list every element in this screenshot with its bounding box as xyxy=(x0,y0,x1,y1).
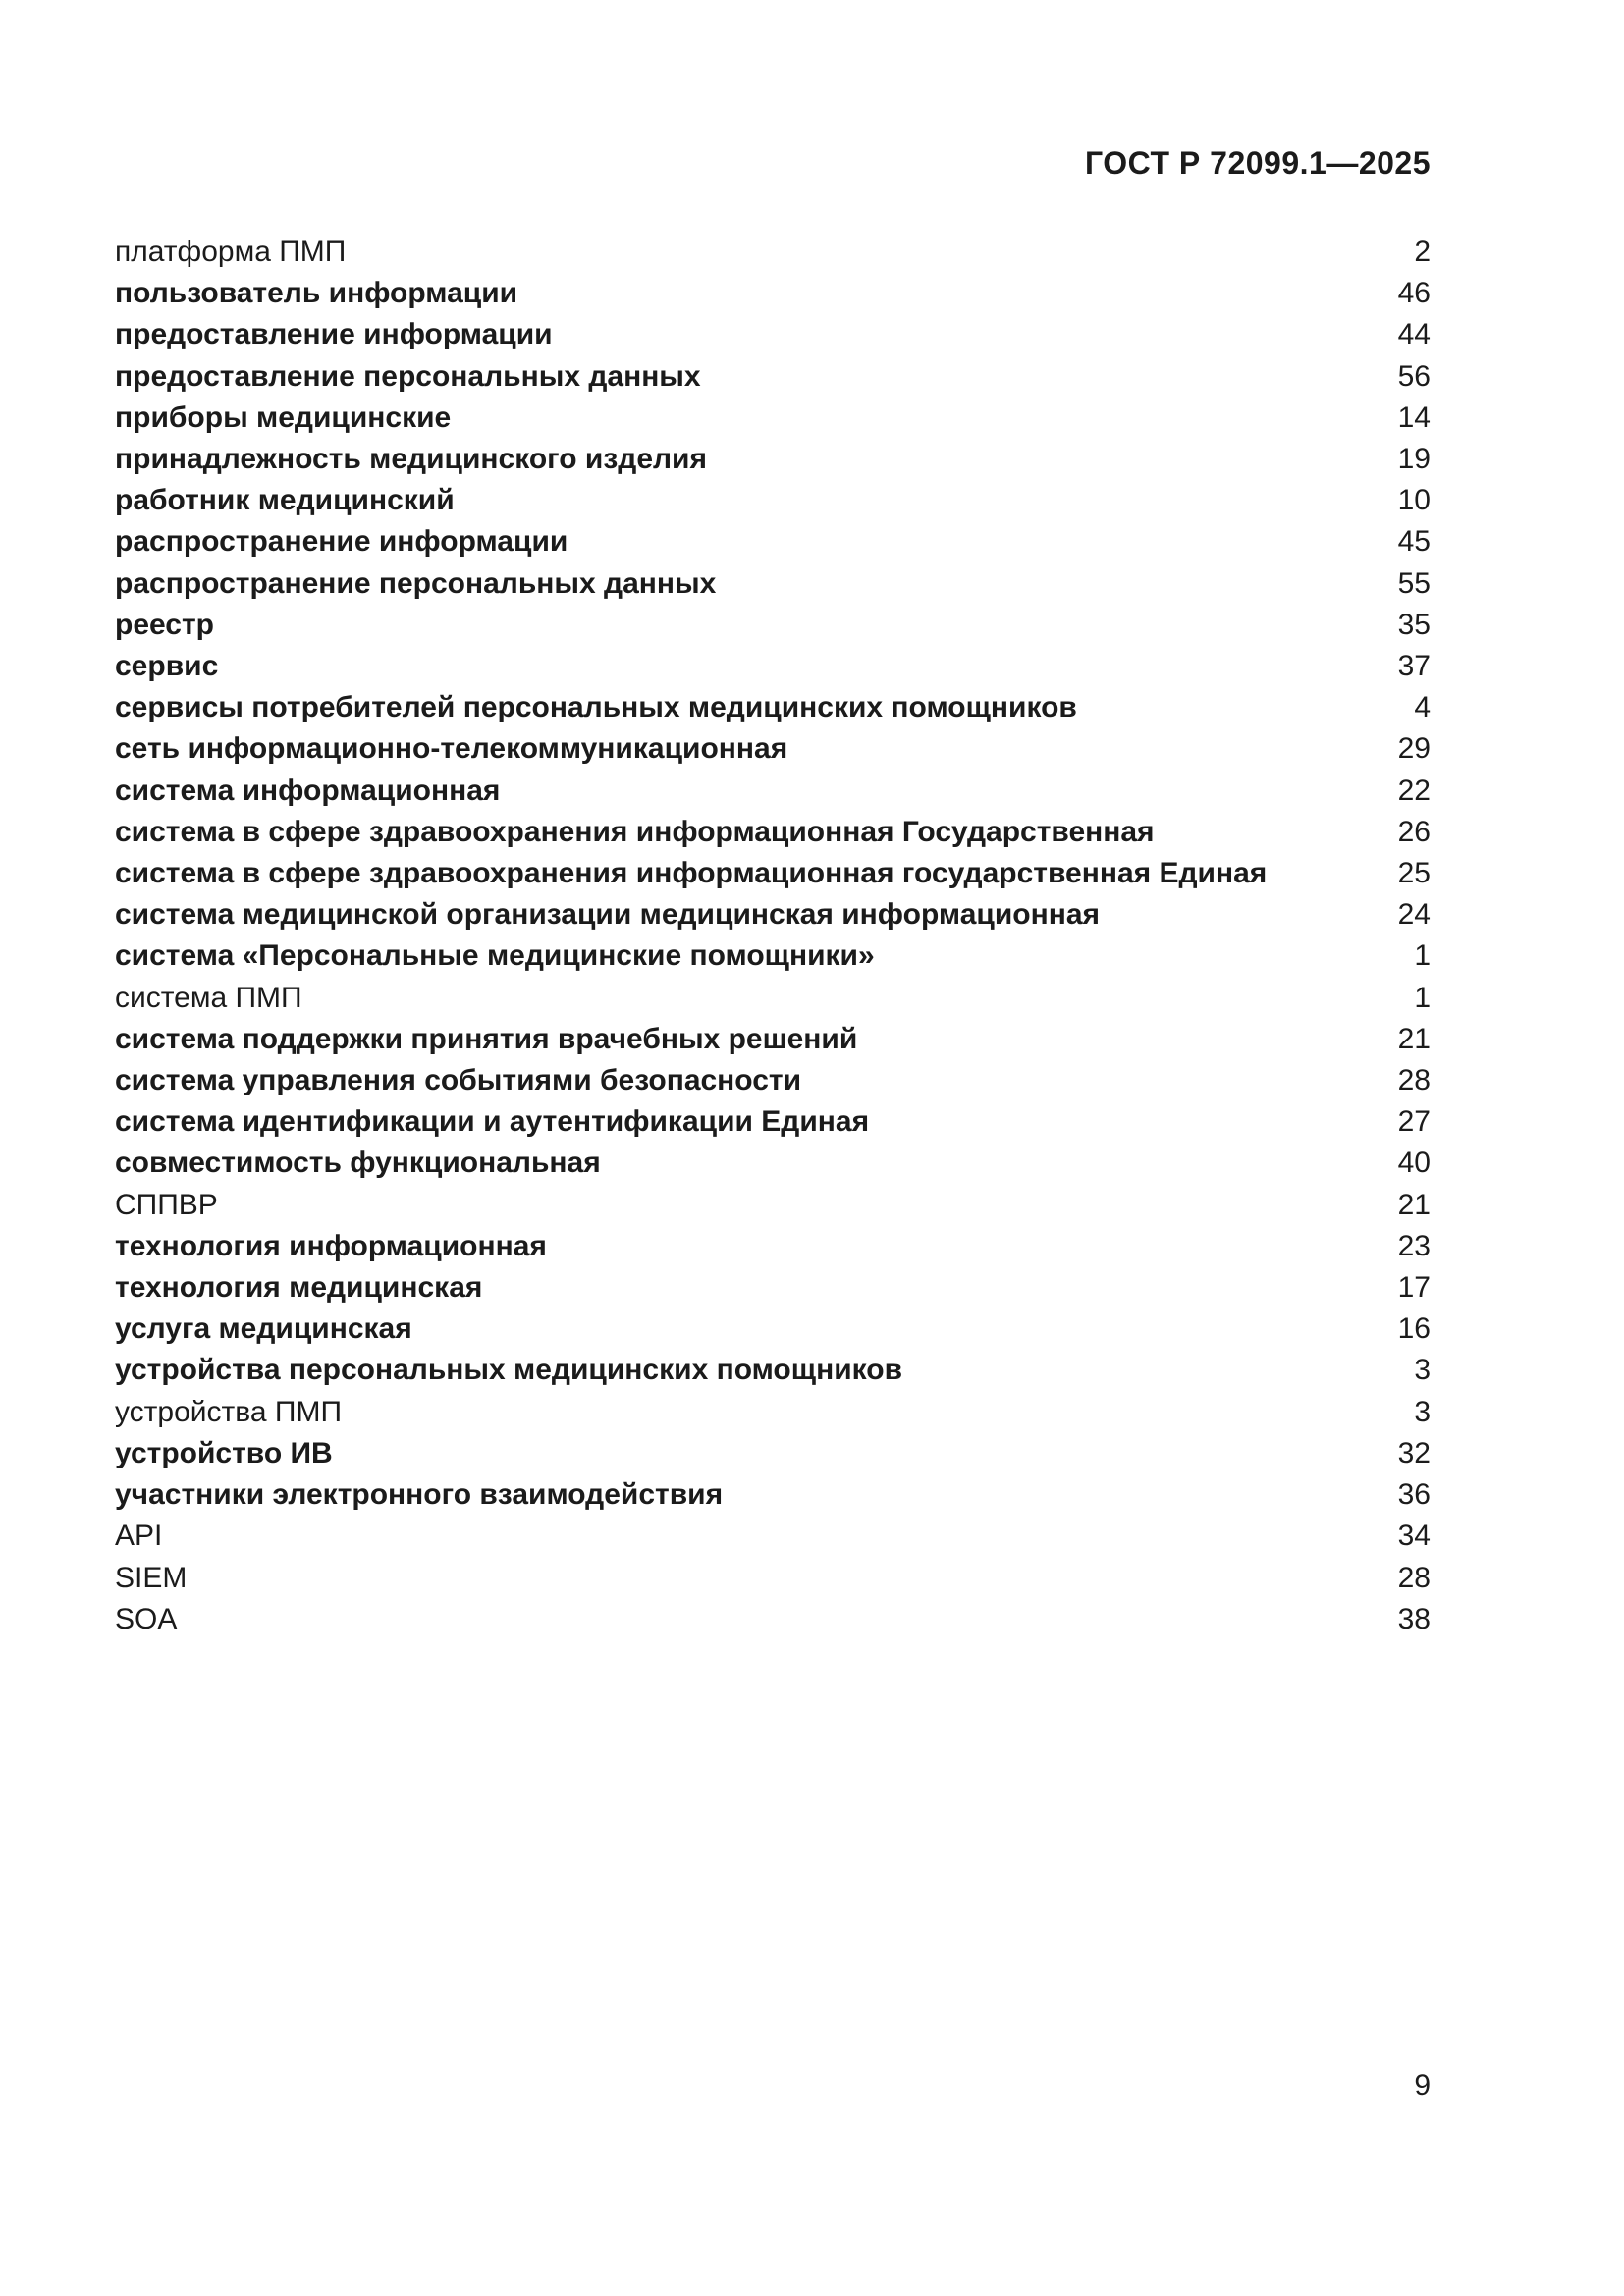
index-entry-row xyxy=(115,1226,1431,1267)
index-term: сервисы потребителей персональных медицинских помощников xyxy=(115,691,1077,724)
index-entry-row xyxy=(115,728,1431,770)
page-number: 9 xyxy=(1414,2069,1431,2102)
index-term: сеть информационно-телекоммуникационная xyxy=(115,732,788,766)
index-term: система управления событиями безопасности xyxy=(115,1064,802,1097)
index-term: принадлежность медицинского изделия xyxy=(115,443,708,476)
index-term: СППВР xyxy=(115,1188,218,1221)
index-entry-row xyxy=(115,1516,1431,1557)
index-page-number: 44 xyxy=(1397,318,1431,351)
index-entry-row xyxy=(115,1558,1431,1599)
index-entry-row xyxy=(115,771,1431,812)
index-page-number: 38 xyxy=(1397,1602,1431,1635)
index-page-number: 17 xyxy=(1397,1271,1431,1305)
index-term: распространение персональных данных xyxy=(115,566,717,600)
index-page-number: 40 xyxy=(1397,1147,1431,1180)
index-entry-row xyxy=(115,480,1431,521)
index-page-number: 3 xyxy=(1414,1354,1431,1387)
index-page-number: 21 xyxy=(1397,1188,1431,1221)
index-page-number: 10 xyxy=(1397,484,1431,517)
index-term: пользователь информации xyxy=(115,277,518,310)
index-entry-row xyxy=(115,398,1431,439)
index-page-number: 45 xyxy=(1397,525,1431,559)
index-term: реестр xyxy=(115,608,215,641)
index-page-number: 2 xyxy=(1414,236,1431,268)
index-page-number: 28 xyxy=(1397,1561,1431,1594)
index-entry-row xyxy=(115,232,1431,273)
index-page-number: 56 xyxy=(1397,359,1431,393)
index-page-number: 16 xyxy=(1397,1312,1431,1346)
index-term: платформа ПМП xyxy=(115,236,347,268)
page-header xyxy=(115,145,1431,182)
index-page-number: 27 xyxy=(1397,1105,1431,1139)
index-term: система медицинской организации медицинская информационная xyxy=(115,898,1101,932)
index-entry-row xyxy=(115,646,1431,687)
index-term: API xyxy=(115,1520,163,1553)
index-page-number: 55 xyxy=(1397,566,1431,600)
index-term: SOA xyxy=(115,1602,178,1635)
index-entry-row xyxy=(115,605,1431,646)
index-term: сервис xyxy=(115,650,219,683)
index-term: совместимость функциональная xyxy=(115,1147,601,1180)
index-entry-row xyxy=(115,563,1431,605)
index-term: участники электронного взаимодействия xyxy=(115,1478,724,1512)
index-page-number: 35 xyxy=(1397,608,1431,641)
index-term: устройство ИВ xyxy=(115,1436,333,1469)
index-term: устройства персональных медицинских помощников xyxy=(115,1354,903,1387)
index-page-number: 29 xyxy=(1397,732,1431,766)
index-page-number: 28 xyxy=(1397,1064,1431,1097)
index-entry-row xyxy=(115,521,1431,562)
page-footer xyxy=(115,2069,1431,2103)
index-page-number: 1 xyxy=(1414,981,1431,1014)
index-term: технология медицинская xyxy=(115,1271,483,1305)
index-page-number: 32 xyxy=(1397,1436,1431,1469)
index-entry-row xyxy=(115,812,1431,853)
index-page-number: 21 xyxy=(1397,1022,1431,1055)
index-entry-row xyxy=(115,439,1431,480)
index-page-number: 23 xyxy=(1397,1229,1431,1262)
index-term: предоставление персональных данных xyxy=(115,359,701,393)
index-entry-row xyxy=(115,935,1431,977)
index-entry-row xyxy=(115,978,1431,1019)
index-term: предоставление информации xyxy=(115,318,553,351)
index-entry-row xyxy=(115,1185,1431,1226)
index-page-number: 14 xyxy=(1397,400,1431,434)
index-entry-row xyxy=(115,853,1431,894)
index-term: система в сфере здравоохранения информационная государственная Единая xyxy=(115,857,1268,890)
index-page-number: 19 xyxy=(1397,443,1431,476)
index-entry-row xyxy=(115,1433,1431,1474)
index-page-number: 26 xyxy=(1397,815,1431,848)
index-entry-row xyxy=(115,314,1431,355)
index-page-number: 25 xyxy=(1397,857,1431,890)
index-page-number: 22 xyxy=(1397,774,1431,807)
index-entry-row xyxy=(115,1060,1431,1101)
index-page-number: 4 xyxy=(1414,691,1431,724)
index-entry-row xyxy=(115,1474,1431,1516)
index-entry-row xyxy=(115,1101,1431,1143)
index-page-number: 1 xyxy=(1414,939,1431,973)
index-entry-row xyxy=(115,1599,1431,1640)
index-term: система идентификации и аутентификации Единая xyxy=(115,1105,870,1139)
index-entry-row xyxy=(115,1350,1431,1391)
index-entry-row xyxy=(115,1308,1431,1350)
index-page-number: 36 xyxy=(1397,1478,1431,1512)
alphabetical-index-list xyxy=(115,232,1431,1640)
index-page-number: 3 xyxy=(1414,1395,1431,1428)
index-page-number: 37 xyxy=(1397,650,1431,683)
index-page-number: 24 xyxy=(1397,898,1431,932)
index-term: устройства ПМП xyxy=(115,1395,343,1428)
index-term: приборы медицинские xyxy=(115,400,452,434)
index-page-number: 34 xyxy=(1397,1520,1431,1553)
index-term: система в сфере здравоохранения информационная Государственная xyxy=(115,815,1155,848)
index-term: система «Персональные медицинские помощники» xyxy=(115,939,875,973)
index-entry-row xyxy=(115,1019,1431,1060)
index-page-number: 46 xyxy=(1397,277,1431,310)
index-entry-row xyxy=(115,1143,1431,1184)
index-term: система информационная xyxy=(115,774,501,807)
index-entry-row xyxy=(115,1267,1431,1308)
index-entry-row xyxy=(115,1392,1431,1433)
index-entry-row xyxy=(115,894,1431,935)
index-entry-row xyxy=(115,356,1431,398)
index-term: система ПМП xyxy=(115,981,302,1014)
index-entry-row xyxy=(115,687,1431,728)
standard-designation: ГОСТ Р 72099.1—2025 xyxy=(1085,145,1431,181)
index-term: распространение информации xyxy=(115,525,568,559)
index-term: технология информационная xyxy=(115,1229,547,1262)
index-term: система поддержки принятия врачебных решений xyxy=(115,1022,858,1055)
index-entry-row xyxy=(115,273,1431,314)
index-term: услуга медицинская xyxy=(115,1312,412,1346)
index-term: SIEM xyxy=(115,1561,188,1594)
index-term: работник медицинский xyxy=(115,484,455,517)
